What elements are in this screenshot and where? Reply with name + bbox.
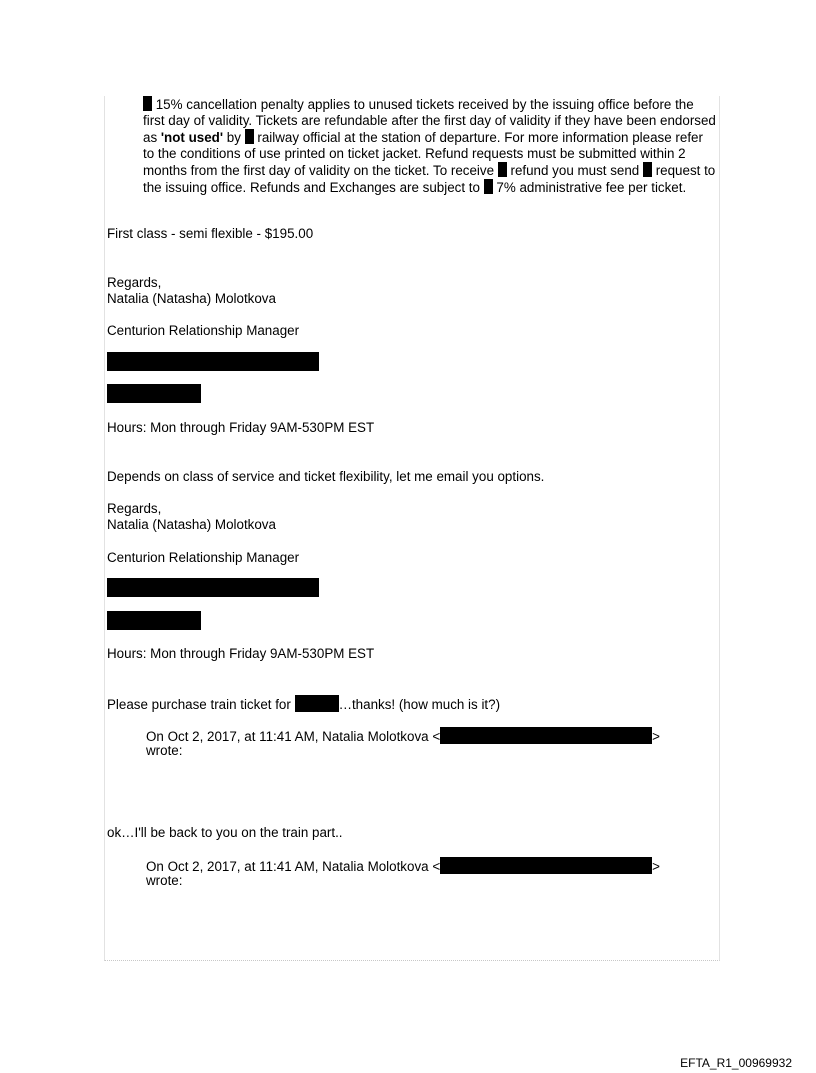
signature-name: Natalia (Natasha) Molotkova xyxy=(107,291,276,306)
quote-wrote: wrote: xyxy=(146,873,183,888)
quote-header: On Oct 2, 2017, at 11:41 AM, Natalia Molotkova < > xyxy=(146,729,660,744)
redacted-contact-line xyxy=(107,578,319,597)
redaction-block xyxy=(498,162,507,177)
signature-regards: Regards, xyxy=(107,275,162,290)
redaction-block xyxy=(484,179,493,194)
redaction-block xyxy=(245,129,254,144)
redacted-phone-line xyxy=(107,384,201,403)
quote-header: On Oct 2, 2017, at 11:41 AM, Natalia Molotkova < > xyxy=(146,859,660,874)
redaction-block xyxy=(643,162,652,177)
signature-regards: Regards, xyxy=(107,501,162,516)
not-used-emphasis: 'not used' xyxy=(160,130,224,145)
document-id: EFTA_R1_00969932 xyxy=(680,1056,792,1070)
signature-title: Centurion Relationship Manager xyxy=(107,550,300,565)
signature-hours: Hours: Mon through Friday 9AM-530PM EST xyxy=(107,646,375,661)
fare-line: First class - semi flexible - $195.00 xyxy=(107,226,314,241)
cancellation-policy-paragraph: 15% cancellation penalty applies to unused tickets received by the issuing office before the first day of validity. Tickets are refundable after the first day of validity if they have been endorsed as 'not used' by railway official at the station of departure. For more information please refer to the conditions of use printed on ticket jacket. Refund requests must be submitted within 2 months from the first day of validity on the ticket. To receive refund you must send request to the issuing office. Refunds and Exchanges are subject to 7% administrative fee per ticket. xyxy=(143,97,716,195)
signature-hours: Hours: Mon through Friday 9AM-530PM EST xyxy=(107,420,375,435)
options-line: Depends on class of service and ticket flexibility, let me email you options. xyxy=(107,469,545,484)
redacted-phone-line xyxy=(107,611,201,630)
quote-wrote: wrote: xyxy=(146,743,183,758)
signature-name: Natalia (Natasha) Molotkova xyxy=(107,517,276,532)
purchase-request-line: Please purchase train ticket for …thanks! (how much is it?) xyxy=(107,697,501,712)
redacted-contact-line xyxy=(107,352,319,371)
signature-title: Centurion Relationship Manager xyxy=(107,323,300,338)
followup-line: ok…I'll be back to you on the train part.. xyxy=(107,825,343,840)
redacted-email-address xyxy=(440,727,652,744)
redaction-block xyxy=(143,96,152,111)
redacted-name xyxy=(295,695,339,712)
redacted-email-address xyxy=(440,857,652,874)
